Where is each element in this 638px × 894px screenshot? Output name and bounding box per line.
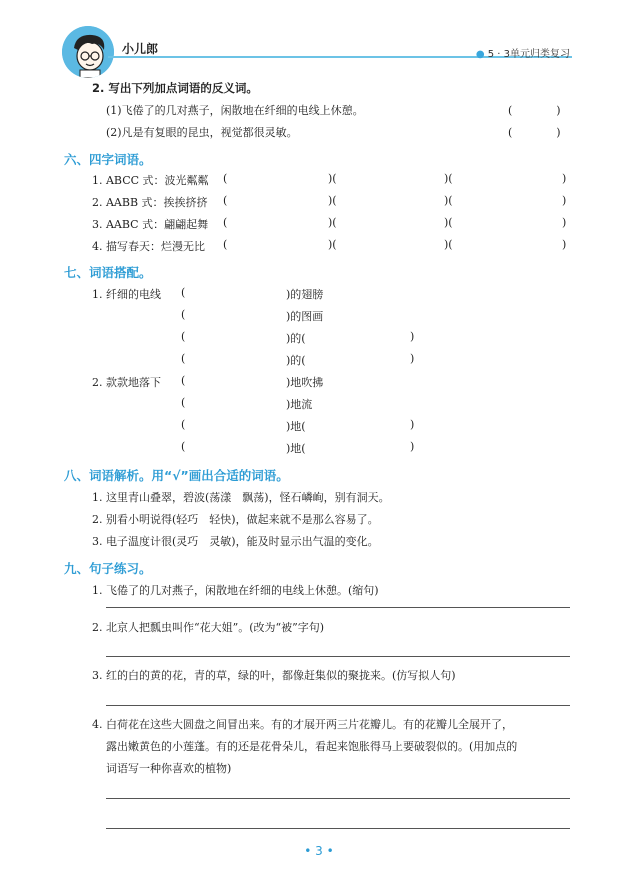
- s6-row-4-close: ): [562, 238, 567, 251]
- s8-item-2[interactable]: 2. 别看小明说得(轻巧 轻快)，做起来就不是那么容易了。: [92, 513, 379, 526]
- brand-title: 小儿郎: [122, 42, 159, 56]
- unit-dot: ●: [475, 49, 485, 60]
- s6-row-2-open[interactable]: (: [223, 194, 228, 207]
- s7-g1-close-3: ): [410, 330, 415, 343]
- s7-g2-tail-3[interactable]: )地(: [286, 420, 306, 433]
- s9-item-4-line-1: 4. 白荷花在这些大圆盘之间冒出来。有的才展开两三片花瓣儿。有的花瓣儿全展开了，: [92, 718, 513, 731]
- s6-row-1-open[interactable]: (: [223, 172, 228, 185]
- s6-row-1-mid1[interactable]: )(: [328, 172, 337, 185]
- s7-g1-tail-1: )的翅膀: [286, 288, 324, 301]
- s7-g2-tail-2: )地流: [286, 398, 313, 411]
- s7-g2-tail-4[interactable]: )地(: [286, 442, 306, 455]
- s7-g2-close-3: ): [410, 418, 415, 431]
- s7-g1-tail-4[interactable]: )的(: [286, 354, 306, 367]
- section-8-title: 八、词语解析。用“√”画出合适的词语。: [64, 468, 289, 483]
- s6-row-4-open[interactable]: (: [223, 238, 228, 251]
- s6-row-3-close: ): [562, 216, 567, 229]
- s7-g1-tail-3[interactable]: )的(: [286, 332, 306, 345]
- answer-line-1[interactable]: [106, 607, 570, 608]
- q2-item-2-blank[interactable]: ( ): [508, 126, 561, 139]
- s6-row-1-label: 1. ABCC 式：波光粼粼: [92, 174, 209, 187]
- s9-item-2: 2. 北京人把瓢虫叫作“花大姐”。(改为“被”字句): [92, 621, 325, 634]
- s7-g1-open-4[interactable]: (: [181, 352, 186, 365]
- q2-item-1-blank[interactable]: ( ): [508, 104, 561, 117]
- s7-g1-open-2[interactable]: (: [181, 308, 186, 321]
- answer-line-5[interactable]: [106, 828, 570, 829]
- s6-row-4-mid2[interactable]: )(: [444, 238, 453, 251]
- s6-row-2-close: ): [562, 194, 567, 207]
- s9-item-1: 1. 飞倦了的几对燕子，闲散地在纤细的电线上休憩。(缩句): [92, 584, 379, 597]
- s6-row-2-mid2[interactable]: )(: [444, 194, 453, 207]
- s7-g2-open-3[interactable]: (: [181, 418, 186, 431]
- s6-row-2-mid1[interactable]: )(: [328, 194, 337, 207]
- s7-g1-close-4: ): [410, 352, 415, 365]
- section-6-title: 六、四字词语。: [64, 152, 152, 167]
- s6-row-3-mid2[interactable]: )(: [444, 216, 453, 229]
- s7-g1-open-3[interactable]: (: [181, 330, 186, 343]
- answer-line-2[interactable]: [106, 656, 570, 657]
- s7-group-2-label: 2. 款款地落下: [92, 376, 161, 389]
- s6-row-4-label: 4. 描写春天：烂漫无比: [92, 240, 205, 253]
- s7-g2-open-2[interactable]: (: [181, 396, 186, 409]
- s7-g2-close-4: ): [410, 440, 415, 453]
- answer-line-4[interactable]: [106, 798, 570, 799]
- s6-row-3-open[interactable]: (: [223, 216, 228, 229]
- s7-g2-open-4[interactable]: (: [181, 440, 186, 453]
- s6-row-4-mid1[interactable]: )(: [328, 238, 337, 251]
- mascot-icon: [62, 26, 114, 78]
- s9-item-3: 3. 红的白的黄的花，青的草，绿的叶，都像赶集似的聚拢来。(仿写拟人句): [92, 669, 456, 682]
- section-9-title: 九、句子练习。: [64, 561, 152, 576]
- s7-g1-tail-2: )的图画: [286, 310, 324, 323]
- section-7-title: 七、词语搭配。: [64, 265, 152, 280]
- unit-text: 5 · 3单元归类复习: [487, 49, 570, 60]
- unit-label: [476, 45, 570, 60]
- s8-item-3[interactable]: 3. 电子温度计很(灵巧 灵敏)，能及时显示出气温的变化。: [92, 535, 379, 548]
- s7-g2-tail-1: )地吹拂: [286, 376, 324, 389]
- s7-group-1-label: 1. 纤细的电线: [92, 288, 161, 301]
- s8-item-1[interactable]: 1. 这里青山叠翠，碧波(荡漾 飘荡)，怪石嶙峋，别有洞天。: [92, 491, 390, 504]
- s6-row-3-mid1[interactable]: )(: [328, 216, 337, 229]
- s9-item-4-line-3: 词语写一种你喜欢的植物): [106, 762, 232, 775]
- s7-g2-open-1[interactable]: (: [181, 374, 186, 387]
- q2-title: 2. 写出下列加点词语的反义词。: [92, 81, 258, 95]
- q2-item-1: (1)飞倦了的几对燕子，闲散地在纤细的电线上休憩。: [106, 104, 364, 117]
- q2-item-2: (2)凡是有复眼的昆虫，视觉都很灵敏。: [106, 126, 298, 139]
- s7-g1-open-1[interactable]: (: [181, 286, 186, 299]
- s6-row-1-close: ): [562, 172, 567, 185]
- answer-line-3[interactable]: [106, 705, 570, 706]
- page-number: • 3 •: [304, 844, 334, 858]
- s6-row-3-label: 3. AABC 式：翩翩起舞: [92, 218, 209, 231]
- s6-row-1-mid2[interactable]: )(: [444, 172, 453, 185]
- s9-item-4-line-2: 露出嫩黄色的小莲蓬。有的还是花骨朵儿，看起来饱胀得马上要破裂似的。(用加点的: [106, 740, 518, 753]
- mascot-avatar: [62, 26, 114, 78]
- s6-row-2-label: 2. AABB 式：挨挨挤挤: [92, 196, 208, 209]
